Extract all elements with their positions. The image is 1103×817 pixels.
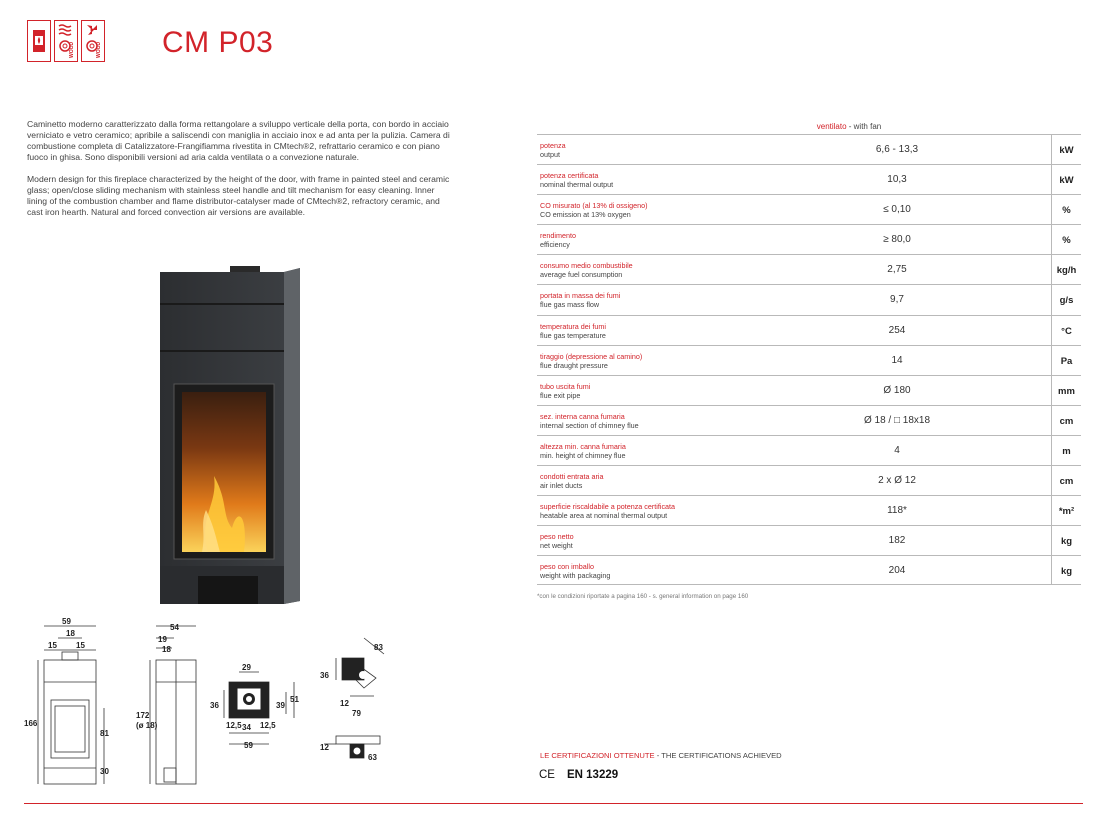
description-italian: Caminetto moderno caratterizzato dalla forma rettangolare a sviluppo verticale della porta, con bordo in acciaio verniciato e vetro ceramico; apribile a saliscendi con maniglia in acciaio inox e ad anta per la pulizia. Camera di combustione completa di Catalizzatore-Frangifiamma rivestita in CMtech®2, refrattario ceramico e con piano fuoco in ghisa. Sono disponibili versioni ad aria calda ventilata o a convezione naturale. (27, 119, 450, 162)
dim-corner-b1: 12 (340, 699, 349, 708)
row-label-italian: temperatura dei fumi (540, 321, 606, 331)
row-label (540, 472, 604, 490)
row-unit: g/s (1051, 285, 1081, 314)
row-label-english: internal section of chimney flue (540, 420, 639, 430)
row-label (540, 502, 675, 520)
table-header: ventilato - with fan (816, 122, 882, 131)
wood-label: WOOD (69, 41, 75, 58)
row-label-italian: tubo uscita fumi (540, 381, 591, 391)
row-label (540, 562, 610, 580)
dim-front-a: 18 (66, 629, 75, 638)
ce-mark: CE (539, 769, 555, 781)
row-unit: % (1051, 225, 1081, 254)
row-label-italian: portata in massa dei fumi (540, 291, 621, 301)
row-value: 10,3 (887, 174, 907, 186)
table-row (537, 254, 1081, 284)
row-value: 6,6 - 13,3 (875, 144, 919, 155)
row-label-english: min. height of chimney flue (540, 450, 626, 460)
row-label (540, 291, 620, 309)
row-label-english: flue gas temperature (540, 330, 606, 340)
table-row (537, 525, 1081, 555)
row-unit: kg (1051, 526, 1081, 555)
row-label (540, 322, 606, 340)
row-label-italian: superficie riscaldabile a potenza certificata (540, 502, 676, 512)
dim-side-flue: (ø 18) (136, 721, 158, 730)
table-row (537, 405, 1081, 435)
table-row (537, 345, 1081, 375)
row-value: 4 (894, 444, 900, 456)
row-label (540, 231, 576, 249)
row-label-english: weight with packaging (540, 571, 611, 581)
dim-plan-r2: 51 (290, 695, 299, 704)
table-row (537, 495, 1081, 525)
row-label-italian: CO misurato (al 13% di ossigeno) (540, 201, 648, 211)
dim-corner-diagonal: 83 (374, 643, 383, 652)
row-label-english: efficiency (540, 240, 570, 250)
description (27, 119, 455, 229)
dim-corner-b2: 79 (352, 709, 361, 718)
row-label-english: output (540, 150, 560, 159)
row-label (540, 171, 613, 189)
row-label-english: flue gas mass flow (540, 300, 600, 310)
row-label-italian: peso netto (540, 532, 574, 542)
row-value: Ø 180 (883, 384, 911, 396)
dim-front-height: 166 (24, 719, 38, 728)
row-value: 2 x Ø 12 (878, 475, 916, 487)
description-english: Modern design for this fireplace characterized by the height of the door, with frame in painted steel and ceramic glass; open/close sliding mechanism with stainless steel handle and tilt mechanism for easy cleaning. Inner lining of the combustion chamber and flame distributor-catalyser made of CMtech®2, refractory ceramic, and cast iron hearth. Natural and forced convection air versions are available. (27, 174, 450, 217)
row-label-english: flue exit pipe (540, 390, 581, 400)
dim-side-e: 19 (158, 635, 167, 644)
dim-side-s: 18 (162, 645, 171, 654)
technical-drawings (24, 618, 414, 798)
row-value: 118* (887, 505, 907, 517)
row-label-english: air inlet ducts (540, 481, 583, 491)
dim-plan-width: 59 (244, 741, 253, 750)
dim-front-f: 30 (100, 767, 109, 776)
row-unit: *m² (1051, 496, 1081, 525)
row-value: 182 (888, 535, 906, 547)
row-unit: Pa (1051, 346, 1081, 375)
row-value: Ø 18 / □ 18x18 (863, 414, 931, 426)
dim-plan-b2: 34 (242, 723, 251, 732)
row-label-italian: peso con imballo (540, 562, 594, 572)
certification-marks (539, 769, 618, 781)
row-label-english: flue draught pressure (540, 360, 608, 370)
dim-duct-left: 12 (320, 743, 329, 752)
dim-corner-left: 36 (320, 671, 329, 680)
row-unit: kg/h (1051, 255, 1081, 284)
row-value: 254 (888, 324, 906, 336)
dim-front-g: 81 (100, 729, 109, 738)
row-label-italian: consumo medio combustibile (540, 261, 633, 271)
row-label-english: net weight (540, 541, 573, 551)
row-unit: m (1051, 436, 1081, 465)
row-unit: kg (1051, 556, 1081, 584)
header-italian: ventilato (816, 122, 847, 131)
table-row (537, 164, 1081, 194)
row-value: 14 (891, 354, 903, 366)
row-label-english: nominal thermal output (540, 180, 614, 190)
row-label (540, 532, 574, 550)
row-label-italian: potenza certificata (540, 171, 599, 181)
dim-front-width: 59 (62, 618, 71, 626)
table-row (537, 134, 1081, 164)
dim-side-height: 172 (136, 711, 150, 720)
row-label (540, 382, 590, 400)
standard-label: EN 13229 (566, 769, 619, 781)
row-label (540, 412, 639, 430)
row-label-italian: altezza min. canna fumaria (540, 441, 626, 451)
wood-fan-icon (81, 20, 105, 62)
row-label-italian: tiraggio (depressione al camino) (540, 351, 643, 361)
stove-icon (27, 20, 51, 62)
row-label (540, 261, 633, 279)
certification-icons (27, 20, 105, 62)
row-label (540, 352, 642, 370)
row-value: 204 (888, 565, 906, 577)
bottom-divider (24, 803, 1083, 804)
row-unit: % (1051, 195, 1081, 224)
table-row (537, 375, 1081, 405)
row-unit: kW (1051, 135, 1081, 164)
wood-heat-icon (54, 20, 78, 62)
row-unit: °C (1051, 316, 1081, 345)
dim-side-depth: 54 (170, 623, 179, 632)
row-label-english: heatable area at nominal thermal output (540, 511, 668, 521)
row-value: ≤ 0,10 (883, 204, 911, 216)
dim-plan-r1: 39 (276, 701, 285, 710)
dim-front-b: 15 (48, 641, 57, 650)
row-value: 2,75 (887, 264, 907, 276)
table-row (537, 315, 1081, 345)
header-english: with fan (853, 122, 882, 131)
certifications-label: LE CERTIFICAZIONI OTTENUTE - THE CERTIFICATIONS ACHIEVED (540, 751, 782, 760)
row-label-italian: sez. interna canna fumaria (540, 411, 625, 421)
row-value: 9,7 (890, 294, 904, 306)
dim-duct-right: 63 (368, 753, 377, 762)
table-row (537, 465, 1081, 495)
row-label (540, 442, 626, 460)
dim-plan-b3: 12,5 (260, 721, 276, 730)
row-label (540, 201, 647, 219)
dim-front-c: 15 (76, 641, 85, 650)
row-unit: mm (1051, 376, 1081, 405)
technical-data-table (537, 122, 1081, 585)
fireplace-image (158, 266, 303, 606)
dim-plan-left: 36 (210, 701, 219, 710)
row-label-english: average fuel consumption (540, 270, 623, 280)
wood-label: WOOD (96, 41, 102, 58)
row-unit: cm (1051, 466, 1081, 495)
table-row (537, 224, 1081, 254)
row-label (540, 141, 566, 159)
row-label-italian: condotti entrata aria (540, 472, 604, 482)
dim-plan-top: 29 (242, 663, 251, 672)
row-unit: cm (1051, 406, 1081, 435)
row-label-italian: rendimento (540, 231, 576, 241)
row-unit: kW (1051, 165, 1081, 194)
table-footnote: *con le condizioni riportate a pagina 160 - s. general information on page 160 (537, 593, 749, 600)
row-label-english: CO emission at 13% oxygen (540, 210, 631, 220)
row-value: ≥ 80,0 (883, 234, 911, 246)
page-title: CM P03 (162, 26, 274, 59)
row-label-italian: potenza (540, 141, 566, 150)
dim-plan-b1: 12,5 (226, 721, 242, 730)
table-row (537, 435, 1081, 465)
table-row (537, 284, 1081, 314)
table-row (537, 555, 1081, 585)
table-row (537, 194, 1081, 224)
